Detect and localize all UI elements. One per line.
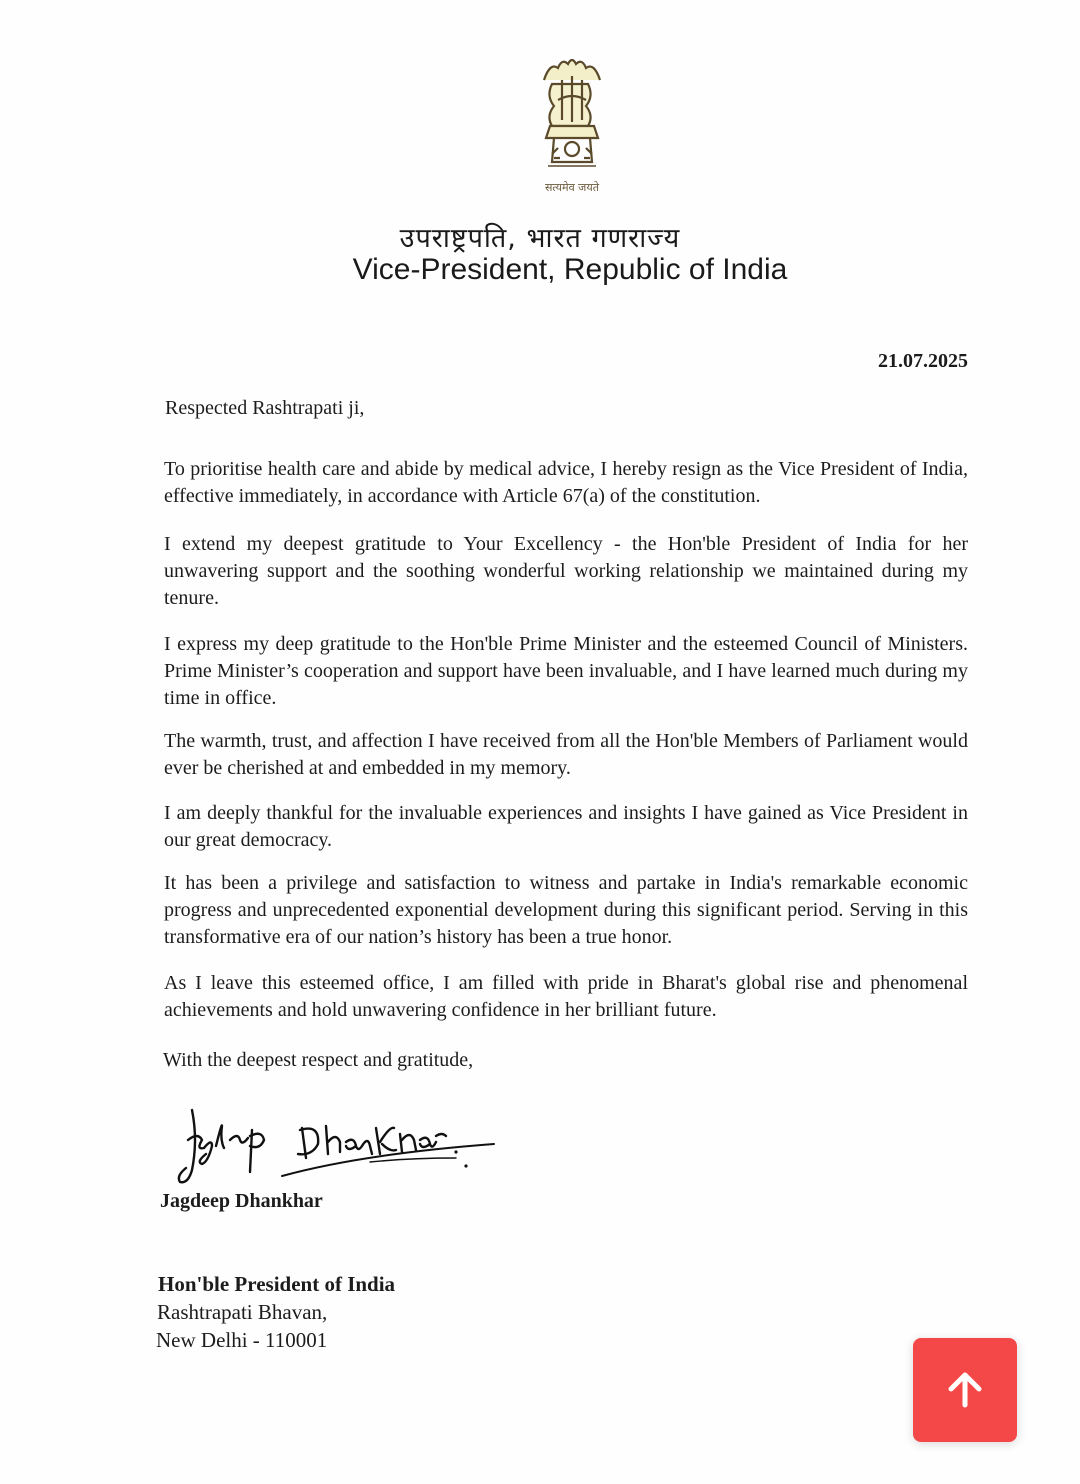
paragraph-gratitude-president: I extend my deepest gratitude to Your Excellency - the Hon'ble President of India for her unwavering support and the soothing wonderful working relationship we maintained during my tenure. bbox=[164, 533, 968, 609]
paragraph-privilege: It has been a privilege and satisfaction to witness and partake in India's remarkable economic progress and unprecedented exponential development during this significant period. Serving in this transformative era of our nation’s history has been a true honor. bbox=[164, 872, 968, 948]
signature bbox=[170, 1100, 510, 1190]
letterhead-title-hindi: उपराष्ट्रपति, भारत गणराज्य bbox=[399, 223, 681, 254]
national-emblem bbox=[522, 50, 622, 200]
letterhead-title-english: Vice-President, Republic of India bbox=[352, 253, 788, 286]
signature-icon bbox=[170, 1100, 510, 1190]
paragraph-pride: As I leave this esteemed office, I am filled with pride in Bharat's global rise and phenomenal achievements and hold unwavering confidence in her brilliant future. bbox=[164, 972, 968, 1021]
recipient-city-pin: New Delhi - 110001 bbox=[156, 1328, 328, 1352]
salutation: Respected Rashtrapati ji, bbox=[165, 397, 365, 419]
recipient-address-line: Rashtrapati Bhavan, bbox=[157, 1300, 328, 1324]
scroll-to-top-button[interactable] bbox=[913, 1338, 1017, 1442]
emblem-motto: सत्यमेव जयते bbox=[544, 181, 599, 194]
arrow-up-icon bbox=[944, 1369, 986, 1411]
paragraph-parliament: The warmth, trust, and affection I have received from all the Hon'ble Members of Parliament would ever be cherished at and embedded in my memory. bbox=[164, 730, 968, 779]
national-emblem-icon bbox=[522, 50, 622, 180]
recipient-title: Hon'ble President of India bbox=[158, 1272, 396, 1296]
paragraph-gratitude-pm: I express my deep gratitude to the Hon'ble Prime Minister and the esteemed Council of Ministers. Prime Minister’s cooperation and support have been invaluable, and I have learned much during my time in office. bbox=[164, 633, 968, 709]
letter-date: 21.07.2025 bbox=[878, 350, 968, 372]
signer-name: Jagdeep Dhankhar bbox=[160, 1190, 323, 1212]
paragraph-thankful: I am deeply thankful for the invaluable experiences and insights I have gained as Vice President in our great democracy. bbox=[164, 802, 968, 851]
paragraph-resignation: To prioritise health care and abide by medical advice, I hereby resign as the Vice President of India, effective immediately, in accordance with Article 67(a) of the constitution. bbox=[164, 458, 968, 507]
closing-line: With the deepest respect and gratitude, bbox=[163, 1049, 474, 1071]
